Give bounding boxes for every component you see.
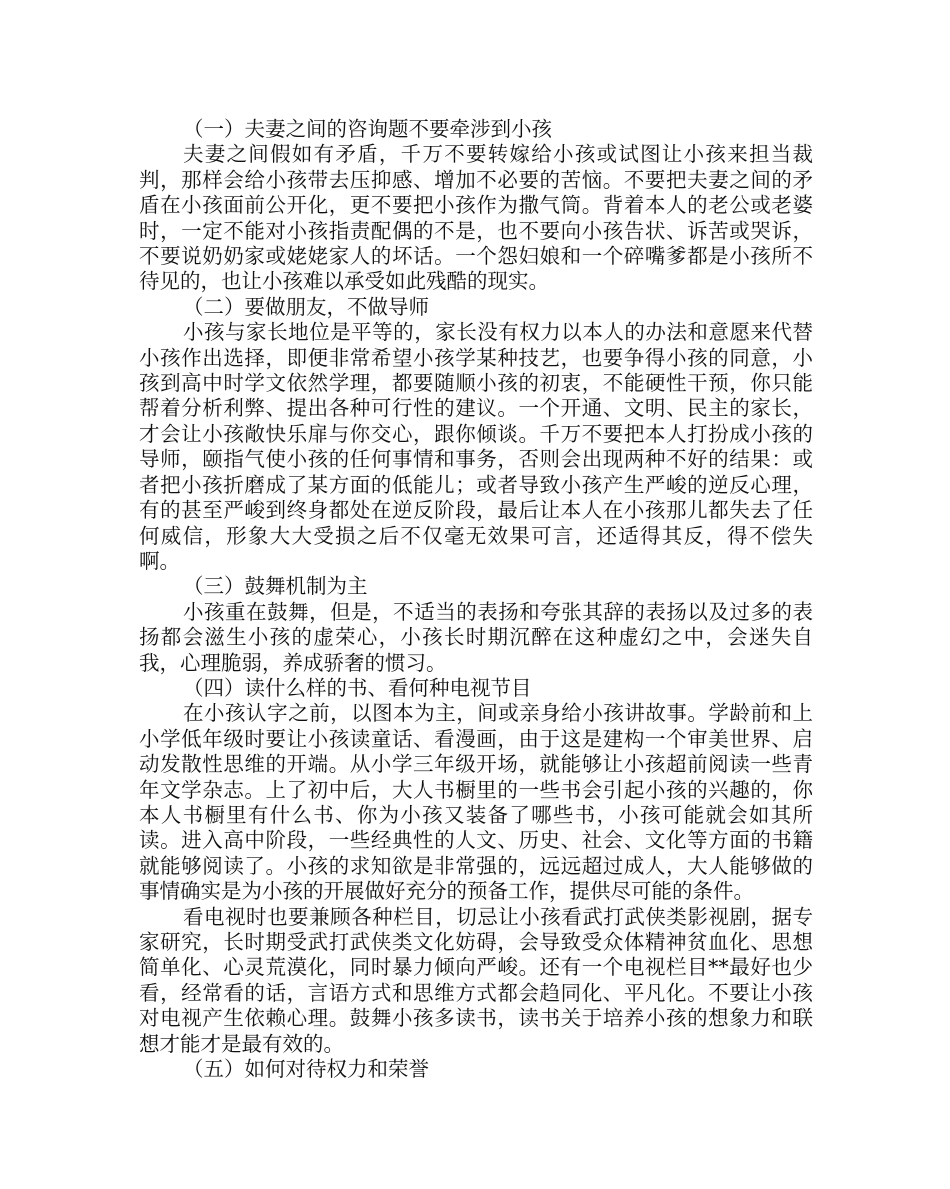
paragraph-5: 看电视时也要兼顾各种栏目，切忌让小孩看武打武侠类影视剧，据专家研究，长时期受武打武侠类文化妨碍，会导致受众体精神贫血化、思想简单化、心灵荒漠化，同时暴力倾向严峻。还有一个电视栏目**最好也少看，经常看的话，言语方式和思维方式都会趋同化、平凡化。不要让小孩对电视产生依赖心理。鼓舞小孩多读书，读书关于培养小孩的想象力和联想才能才是最有效的。 — [139, 904, 813, 1056]
paragraph-1: 夫妻之间假如有矛盾，千万不要转嫁给小孩或试图让小孩来担当裁判，那样会给小孩带去压抑感、增加不必要的苦恼。不要把夫妻之间的矛盾在小孩面前公开化，更不要把小孩作为撒气筒。背着本人的老公或老婆时，一定不能对小孩指责配偶的不是，也不要向小孩告状、诉苦或哭诉，不要说奶奶家或姥姥家人的坏话。一个怨妇娘和一个碎嘴爹都是小孩所不待见的，也让小孩难以承受如此残酷的现实。 — [139, 142, 813, 294]
section-heading-3: （三）鼓舞机制为主 — [183, 574, 368, 599]
paragraph-2: 小孩与家长地位是平等的，家长没有权力以本人的办法和意愿来代替小孩作出选择，即便非常希望小孩学某种技艺，也要争得小孩的同意，小孩到高中时学文依然学理，都要随顺小孩的初衷，不能硬性干预，你只能帮着分析利弊、提出各种可行性的建议。一个开通、文明、民主的家长，才会让小孩敞快乐扉与你交心，跟你倾谈。千万不要把本人打扮成小孩的导师，颐指气使小孩的任何事情和事务，否则会出现两种不好的结果：或者把小孩折磨成了某方面的低能儿；或者导致小孩产生严峻的逆反心理，有的甚至严峻到终身都处在逆反阶段，最后让本人在小孩那儿都失去了任何威信，形象大大受损之后不仅毫无效果可言，还适得其反，得不偿失啊。 — [139, 320, 813, 573]
section-heading-2: （二）要做朋友，不做导师 — [183, 294, 429, 319]
section-heading-1: （一）夫妻之间的咨询题不要牵涉到小孩 — [183, 117, 552, 141]
paragraph-4: 在小孩认字之前，以图本为主，间或亲身给小孩讲故事。学龄前和上小学低年级时要让小孩读童话、看漫画，由于这是建构一个审美世界、启动发散性思维的开端。从小学三年级开场，就能够让小孩超前阅读一些青年文学杂志。上了初中后，大人书橱里的一些书会引起小孩的兴趣的，你本人书橱里有什么书、你为小孩又装备了哪些书，小孩可能就会如其所读。进入高中阶段，一些经典性的人文、历史、社会、文化等方面的书籍就能够阅读了。小孩的求知欲是非常强的，远远超过成人，大人能够做的事情确实是为小孩的开展做好充分的预备工作，提供尽可能的条件。 — [139, 701, 813, 904]
paragraph-3: 小孩重在鼓舞，但是，不适当的表扬和夸张其辞的表扬以及过多的表扬都会滋生小孩的虚荣心，小孩长时期沉醉在这种虚幻之中，会迷失自我，心理脆弱，养成骄奢的惯习。 — [139, 599, 813, 675]
document-page — [139, 117, 813, 1082]
section-heading-5: （五）如何对待权力和荣誉 — [183, 1057, 429, 1082]
section-heading-4: （四）读什么样的书、看何种电视节目 — [183, 675, 532, 700]
